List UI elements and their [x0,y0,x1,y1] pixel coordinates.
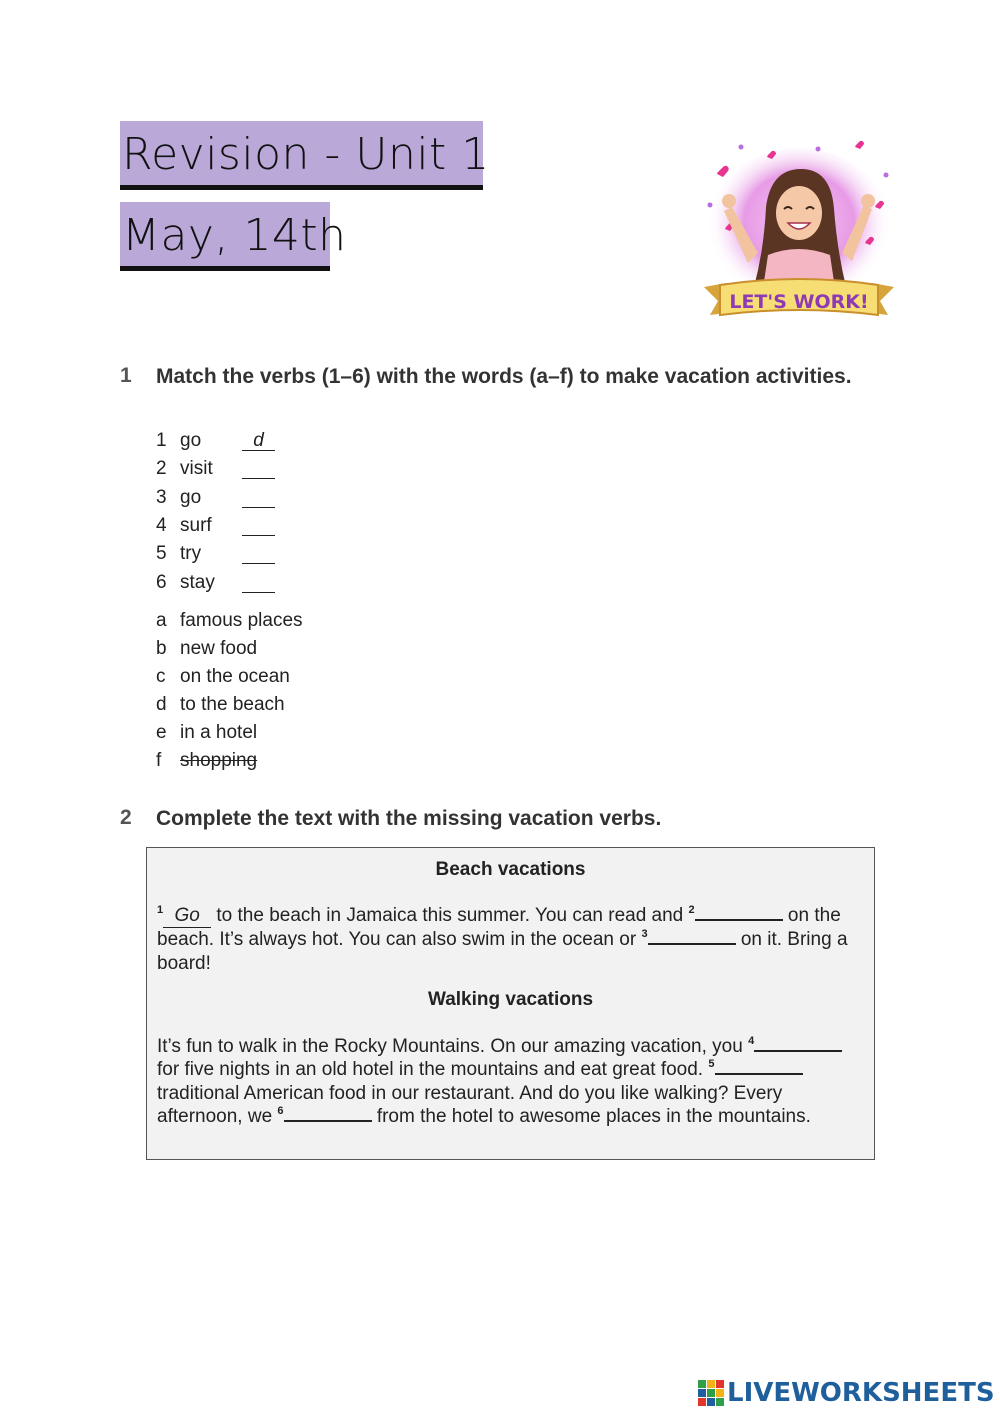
gap-number: 3 [641,928,648,941]
text: for five nights in an old hotel in the mountains and eat great food. [157,1059,709,1081]
logo-grid-icon [698,1380,724,1406]
gap-2-input[interactable] [695,905,783,921]
answer-blank[interactable] [242,460,275,479]
verb-number: 4 [156,515,167,536]
word-text: shopping [180,750,258,771]
paragraph-beach [157,904,869,975]
title-date: May, 14th [120,202,330,271]
gap-5-input[interactable] [715,1059,803,1075]
logo-text: LIVEWORKSHEETS [727,1378,995,1408]
word-text: to the beach [180,694,285,715]
section-title-beach: Beach vacations [435,859,586,880]
section-title-walking: Walking vacations [427,989,594,1010]
word-letter: c [156,666,166,687]
exercise-2-instruction: Complete the text with the missing vacation verbs. [156,807,662,830]
verb: try [180,543,202,564]
word-row [156,694,285,716]
verb: go [180,487,202,508]
gap-3-input[interactable] [648,929,736,945]
verb-row [156,487,275,509]
answer-blank[interactable] [242,489,275,508]
verb-row [156,572,275,594]
gap-number: 1 [157,904,164,916]
verb-row [156,515,275,537]
text: on it. Bring a board! [157,929,848,974]
word-text: new food [180,638,258,659]
gap-4-input[interactable] [754,1036,842,1052]
gap-number: 6 [277,1104,284,1117]
word-text: famous places [180,610,303,631]
text: It’s fun to walk in the Rocky Mountains. On our amazing vacation, you [157,1036,749,1057]
word-letter: d [156,694,167,715]
verb-number: 2 [156,458,167,479]
word-row [156,610,303,632]
verb-row [156,458,275,480]
word-text: in a hotel [180,722,258,743]
gap-1-answer[interactable]: Go [163,904,211,928]
title-revision: Revision - Unit 1 [120,121,483,190]
word-letter: b [156,638,167,659]
verb: go [180,430,202,451]
word-letter: a [156,610,167,631]
banner-text: LET'S WORK! [729,291,869,313]
verb: visit [180,458,213,479]
text: traditional American food in our restaurant. And do you like walking? Every afternoon, we [157,1082,783,1127]
text: from the hotel to awesome places in the mountains. [371,1105,811,1127]
gap-number: 5 [708,1058,715,1071]
word-text: on the ocean [180,666,290,687]
exercise-1-number: 1 [120,364,132,387]
verb-number: 1 [156,430,167,451]
verb-number: 3 [156,487,167,508]
lets-work-sticker [696,135,902,341]
verb-number: 6 [156,572,167,593]
exercise-1-instruction: Match the verbs (1–6) with the words (a–f) to make vacation activities. [156,365,852,388]
word-row [156,638,257,660]
answer-blank[interactable] [242,545,275,564]
word-row [156,722,257,744]
word-row [156,666,290,688]
verb: stay [180,572,215,593]
verb: surf [180,515,212,536]
text-box [146,847,875,1160]
paragraph-walking [157,1035,869,1128]
answer-blank[interactable]: d [242,432,275,451]
gap-number: 2 [688,904,695,916]
exercise-2-number: 2 [120,806,132,829]
word-letter: e [156,722,167,743]
word-row-crossed-out [156,750,257,772]
liveworksheets-logo[interactable] [698,1378,995,1408]
word-letter: f [156,750,162,771]
gap-number: 4 [748,1035,755,1047]
answer-blank[interactable] [242,574,275,593]
verb-row [156,543,275,565]
gap-6-input[interactable] [284,1106,372,1122]
answer-blank[interactable] [242,517,275,536]
verb-row [156,430,275,452]
verb-number: 5 [156,543,167,564]
text: on the beach. It’s always hot. You can also swim in the ocean or [157,905,841,951]
text: to the beach in Jamaica this summer. You can read and [211,905,689,926]
face [776,186,822,240]
